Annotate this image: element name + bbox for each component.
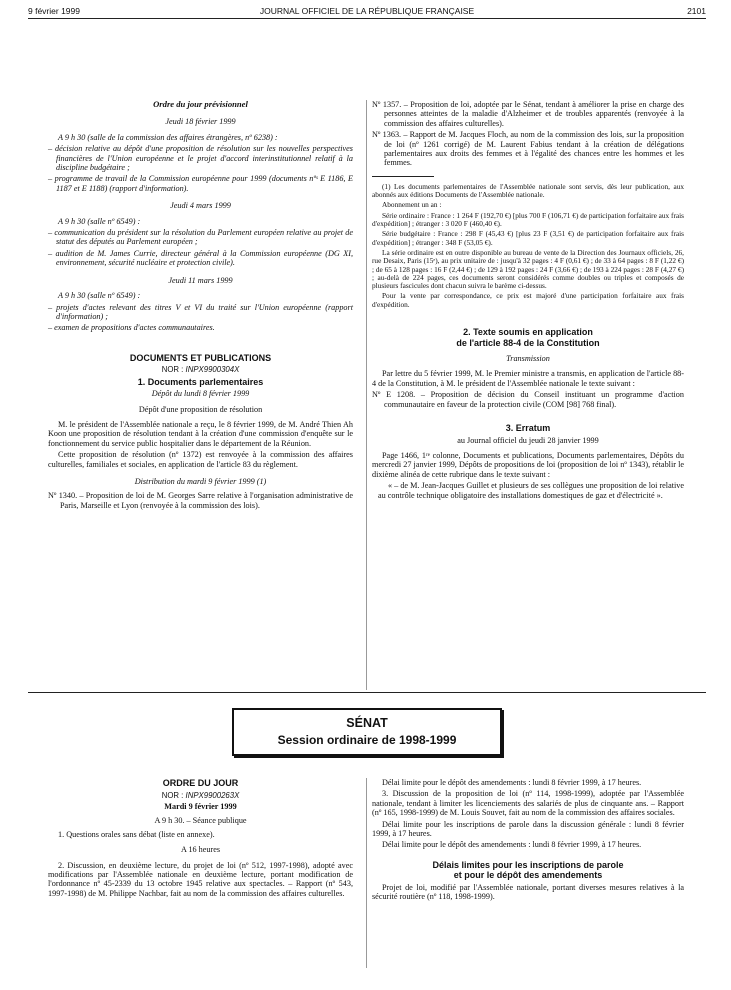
section-1-subtitle: Dépôt du lundi 8 février 1999 xyxy=(151,389,250,399)
document-item-1357: Nº 1357. – Proposition de loi, adoptée par le Sénat, tendant à améliorer la prise en charge des personnes atteintes de la maladie d'Alzheimer et de troubles apparentés (renvoyée à la commission des affaires culturelles). xyxy=(372,100,684,128)
senat-banner xyxy=(232,708,502,756)
senat-agenda-title: ORDRE DU JOUR xyxy=(162,778,239,788)
senat-agenda-item-2: 2. Discussion, en deuxième lecture, du projet de loi (nº 512, 1997-1998), adopté avec modifications par l'Assemblée nationale en deuxième lecture, portant modification de l'ordonnance nº 45-2339 du 13 octobre 1945 relative aux spectacles. – Rapport (nº 543, 1997-1998) de M. Philippe Nachbar, fait au nom de la commission des affaires culturelles. xyxy=(48,860,353,898)
section-3-paragraph: Page 1466, 1ʳᵉ colonne, Documents et publications, Documents parlementaires, Dépôts du mercredi 27 janvier 1999, Dépôts de propositions de loi (proposition de loi nº 1343), rétablir le dixième alinéa de cette rubrique dans le texte suivant : xyxy=(372,450,684,479)
nor-reference xyxy=(48,365,353,374)
agenda-day-2-item-2: – audition de M. James Currie, directeur général à la Commission européenne (DG XI, environnement, sécurité nucléaire et protection civile). xyxy=(48,248,353,268)
section-1-paragraph-1: M. le président de l'Assemblée nationale a reçu, le 8 février 1999, de M. André Thien Ah Koon une proposition de résolution tendant à la création d'une commission d'enquête sur le fonctionnement du service public hospitalier dans le département de la Réunion. xyxy=(48,419,353,448)
distribution-title: Distribution du mardi 9 février 1999 (1) xyxy=(134,476,267,486)
senat-nor-reference xyxy=(48,791,353,800)
header-date: 9 février 1999 xyxy=(28,6,80,16)
agenda-day-2-time: A 9 h 30 (salle nº 6549) : xyxy=(58,216,141,226)
senat-agenda-time-1: A 9 h 30. – Séance publique xyxy=(154,816,247,826)
footnote-line-6: Pour la vente par correspondance, ce prix est majoré d'une participation forfaitaire aux frais d'expédition. xyxy=(372,291,684,309)
section-2-item: Nº E 1208. – Proposition de décision du Conseil instituant un programme d'action communautaire en faveur de la protection civile (COM [98] 768 final). xyxy=(372,390,684,409)
agenda-day-3-item-1: – projets d'actes relevant des titres V et VI du traité sur l'Union européenne (rapport d'information) ; xyxy=(48,302,353,321)
senat-deadlines-paragraph: Projet de loi, modifié par l'Assemblée nationale, portant diverses mesures relatives à la sécurité routière (nº 118, 1998-1999). xyxy=(372,882,684,902)
senat-nor-value: INPX9900263X xyxy=(185,790,240,800)
footnote-line-3: Série ordinaire : France : 1 264 F (192,70 €) [plus 700 F (106,71 €) de participation forfaitaire aux frais d'expédition] ; étranger : 3 020 F (460,40 €). xyxy=(372,210,684,229)
footnote-rule xyxy=(372,176,434,177)
agenda-day-1-time: A 9 h 30 (salle de la commission des affaires étrangères, nº 6238) : xyxy=(58,132,278,142)
section-1-title: 1. Documents parlementaires xyxy=(137,376,264,387)
section-1-kind: Dépôt d'une proposition de résolution xyxy=(138,404,263,414)
section-2-subtitle: Transmission xyxy=(506,354,550,363)
nor-value: INPX9900304X xyxy=(185,365,240,375)
senat-deadline-2: Délai limite pour les inscriptions de parole dans la discussion générale : lundi 8 février 1999, à 17 heures. xyxy=(372,819,684,839)
documents-title: DOCUMENTS ET PUBLICATIONS xyxy=(129,352,272,363)
footnote-line-2: Abonnement un an : xyxy=(382,200,442,210)
senat-title: SÉNAT xyxy=(346,716,388,730)
section-2-title-line-1: 2. Texte soumis en application xyxy=(463,327,593,337)
column-divider-top xyxy=(366,100,367,690)
section-2-paragraph: Par lettre du 5 février 1999, M. le Premier ministre a transmis, en application de l'article 88-4 de la Constitution, à M. le président de l'Assemblée nationale le texte suivant : xyxy=(372,369,684,388)
agenda-day-1-item-2: – programme de travail de la Commission européenne pour 1999 (documents nºˢ E 1186, E 1187 et E 1188) (rapport d'information). xyxy=(48,174,353,193)
agenda-day-1: Jeudi 18 février 1999 xyxy=(165,117,236,127)
agenda-day-2-item-1: – communication du président sur la résolution du Parlement européen relative au projet de statut des députés au Parlement européen ; xyxy=(48,228,353,247)
assembly-senat-divider xyxy=(28,692,706,693)
senat-agenda-day: Mardi 9 février 1999 xyxy=(164,801,237,811)
document-item-1363: Nº 1363. – Rapport de M. Jacques Floch, au nom de la commission des lois, sur la proposition de loi (nº 1261 corrigé) de M. Laurent Fabius tendant à la création de délégations parlementaires aux droits des femmes et à l'égalité des chances entre les hommes et les femmes. xyxy=(372,130,684,168)
header-rule xyxy=(28,18,706,19)
nor-label: NOR : xyxy=(161,365,184,375)
senat-deadlines-title-line-1: Délais limites pour les inscriptions de parole xyxy=(432,859,624,870)
header-journal: JOURNAL OFFICIEL DE LA RÉPUBLIQUE FRANÇAISE xyxy=(259,6,475,16)
section-2-title-line-2: de l'article 88-4 de la Constitution xyxy=(456,337,600,348)
agenda-title: Ordre du jour prévisionnel xyxy=(153,99,248,109)
senat-session: Session ordinaire de 1998-1999 xyxy=(277,733,457,747)
section-3-quote: « – de M. Jean-Jacques Guillet et plusieurs de ses collègues une proposition de loi relative au contrôle technique obligatoire des installations domestiques de gaz et d'électricité ». xyxy=(378,481,684,500)
footnote-line-1: (1) Les documents parlementaires de l'Assemblée nationale sont servis, dès leur publication, aux abonnés aux éditions Documents de l'Assemblée nationale. xyxy=(372,181,684,200)
agenda-day-3: Jeudi 11 mars 1999 xyxy=(168,275,233,285)
senat-deadline-1: Délai limite pour le dépôt des amendements : lundi 8 février 1999, à 17 heures. xyxy=(382,778,642,787)
right-top-column xyxy=(372,100,684,502)
agenda-day-3-time: A 9 h 30 (salle nº 6549) : xyxy=(58,291,141,301)
footnote xyxy=(372,183,684,309)
agenda-day-3-item-2: – examen de propositions d'actes communautaires. xyxy=(48,323,215,333)
footnote-line-5: La série ordinaire est en outre disponible au bureau de vente de la Direction des Journaux officiels, 26, rue Desaix, Paris (15ᵉ), au prix unitaire de : jusqu'à 32 pages : 4 F (0,61 €) ; de 33 à 64 pages : 8 F (1,22 €) ; de 65 à 128 pages : 16 F (2,44 €) ; de 129 à 192 pages : 24 F (3,66 €) ; de 193 à 224 pages : 28 F (4,27 €) ; au-delà de 224 pages, ces documents seront considérés comme doubles ou triples et composés de plusieurs fascicules dont chacun suivra le barème ci-dessus. xyxy=(372,247,684,291)
distribution-item: Nº 1340. – Proposition de loi de M. Georges Sarre relative à l'organisation administrative de Paris, Marseille et Lyon (renvoyée à la commission des lois). xyxy=(48,491,353,510)
section-3-subtitle: au Journal officiel du jeudi 28 janvier 1999 xyxy=(457,435,599,445)
header-page-number: 2101 xyxy=(687,6,706,16)
column-divider-bottom xyxy=(366,778,367,968)
senat-agenda-item-1: 1. Questions orales sans débat (liste en annexe). xyxy=(58,829,215,839)
agenda-day-1-item-1: – décision relative au dépôt d'une proposition de résolution sur les nouvelles perspectives financières de l'Union européenne et le projet d'accord interinstitutionnel relatif à la discipline budgétaire ; xyxy=(48,144,353,173)
left-bottom-column xyxy=(48,778,353,900)
senat-nor-label: NOR : xyxy=(161,790,184,800)
footnote-line-4: Série budgétaire : France : 298 F (45,43 €) [plus 23 F (3,51 €) de participation forfaitaire aux frais d'expédition] ; étranger : 348 F (53,05 €). xyxy=(372,229,684,247)
senat-deadlines-title-line-2: et pour le dépôt des amendements xyxy=(453,870,603,881)
agenda-day-2: Jeudi 4 mars 1999 xyxy=(170,201,231,211)
senat-agenda-item-3: 3. Discussion de la proposition de loi (nº 114, 1998-1999), adoptée par l'Assemblée nationale, tendant à limiter les licenciements des salariés de plus de cinquante ans. – Rapport (nº 165, 1998-1999) de M. Louis Souvet, fait au nom de la commission des affaires sociales. xyxy=(372,789,684,818)
section-3-title: 3. Erratum xyxy=(505,423,551,434)
left-top-column xyxy=(48,100,353,512)
senat-deadline-3: Délai limite pour le dépôt des amendements : lundi 8 février 1999, à 17 heures. xyxy=(382,840,642,850)
right-bottom-column xyxy=(372,778,684,904)
section-1-paragraph-2: Cette proposition de résolution (nº 1372) est renvoyée à la commission des affaires culturelles, familiales et sociales, en application de l'article 83 du règlement. xyxy=(48,450,353,469)
senat-agenda-time-2: A 16 heures xyxy=(180,845,221,855)
